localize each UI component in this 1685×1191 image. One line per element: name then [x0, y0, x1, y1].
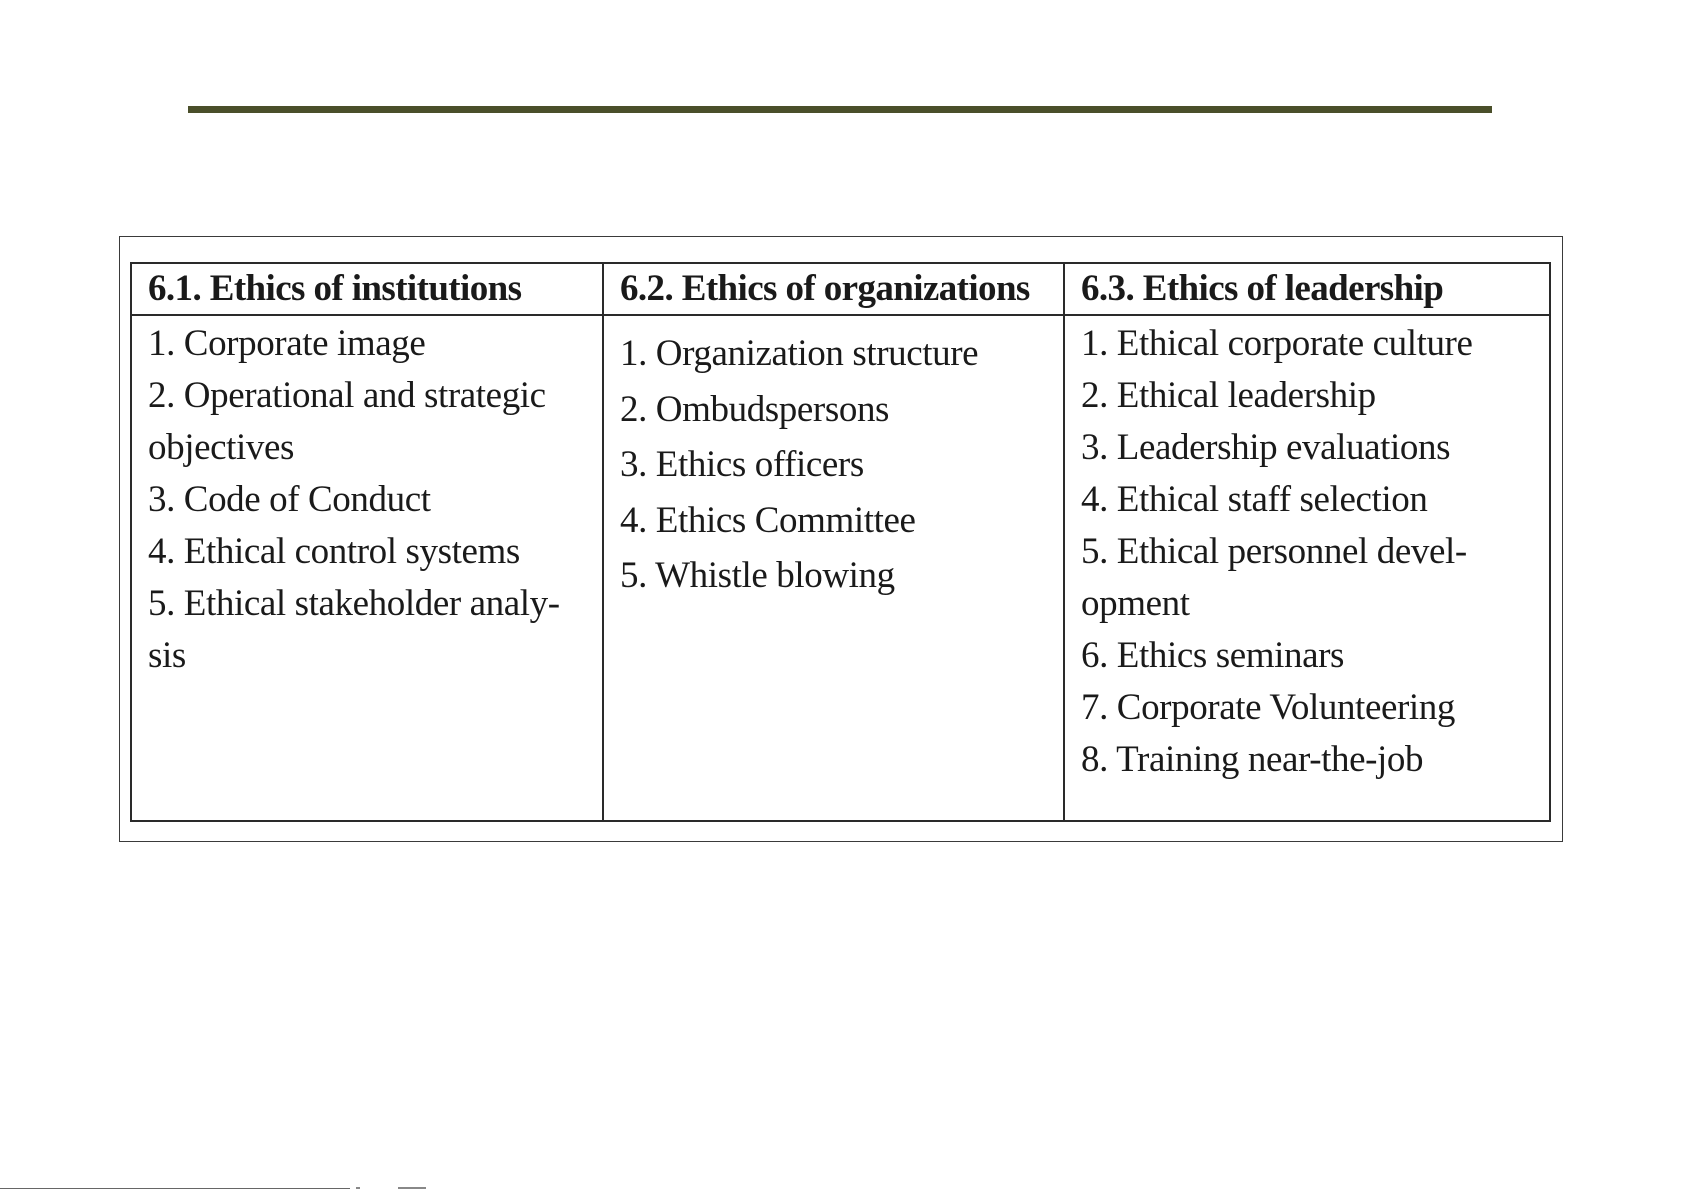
organizations-cell	[603, 315, 1064, 821]
list-item: 2. Ethical leadership	[1081, 375, 1376, 416]
title-rule	[188, 106, 1492, 113]
header-ethics-of-leadership: 6.3. Ethics of leadership	[1064, 263, 1550, 315]
list-item-line: sis	[148, 635, 186, 676]
table-row	[131, 315, 1550, 821]
bottom-edge-mark	[398, 1187, 426, 1189]
bottom-edge-mark	[356, 1187, 360, 1189]
list-item-line: 5. Ethical personnel devel-	[1081, 531, 1467, 572]
list-item: 3. Ethics officers	[620, 444, 864, 485]
list-item: 8. Training near-the-job	[1081, 739, 1424, 780]
institutions-cell	[131, 315, 603, 821]
list-item: 1. Organization structure	[620, 333, 979, 374]
list-item-line: 5. Ethical stakeholder analy-	[148, 583, 560, 624]
list-item: 7. Corporate Volunteering	[1081, 687, 1455, 728]
institutions-list	[148, 318, 594, 682]
list-item: 1. Ethical corporate culture	[1081, 323, 1473, 364]
table-header-row	[131, 263, 1550, 315]
list-item-line: objectives	[148, 427, 295, 468]
list-item: 4. Ethical control systems	[148, 531, 520, 572]
list-item: 1. Corporate image	[148, 323, 426, 364]
list-item: 2. Ombudspersons	[620, 388, 890, 430]
list-item: 6. Ethics seminars	[1081, 635, 1345, 676]
list-item: 5. Whistle blowing	[620, 555, 895, 596]
list-item-line: 2. Operational and strategic	[148, 375, 546, 416]
organizations-list	[620, 318, 1055, 604]
list-item: 4. Ethical staff selection	[1081, 479, 1428, 520]
list-item: 3. Code of Conduct	[148, 479, 431, 520]
list-item	[148, 578, 594, 682]
leadership-cell	[1064, 315, 1550, 821]
leadership-list	[1081, 318, 1541, 786]
list-item	[148, 370, 594, 474]
list-item: 4. Ethics Committee	[620, 499, 916, 541]
list-item: 3. Leadership evaluations	[1081, 427, 1451, 468]
list-item-line: opment	[1081, 583, 1190, 624]
ethics-table	[130, 262, 1551, 822]
header-ethics-of-organizations: 6.2. Ethics of organizations	[603, 263, 1064, 315]
bottom-edge-line	[0, 1188, 350, 1189]
header-ethics-of-institutions: 6.1. Ethics of institutions	[131, 263, 603, 315]
list-item	[1081, 526, 1541, 630]
